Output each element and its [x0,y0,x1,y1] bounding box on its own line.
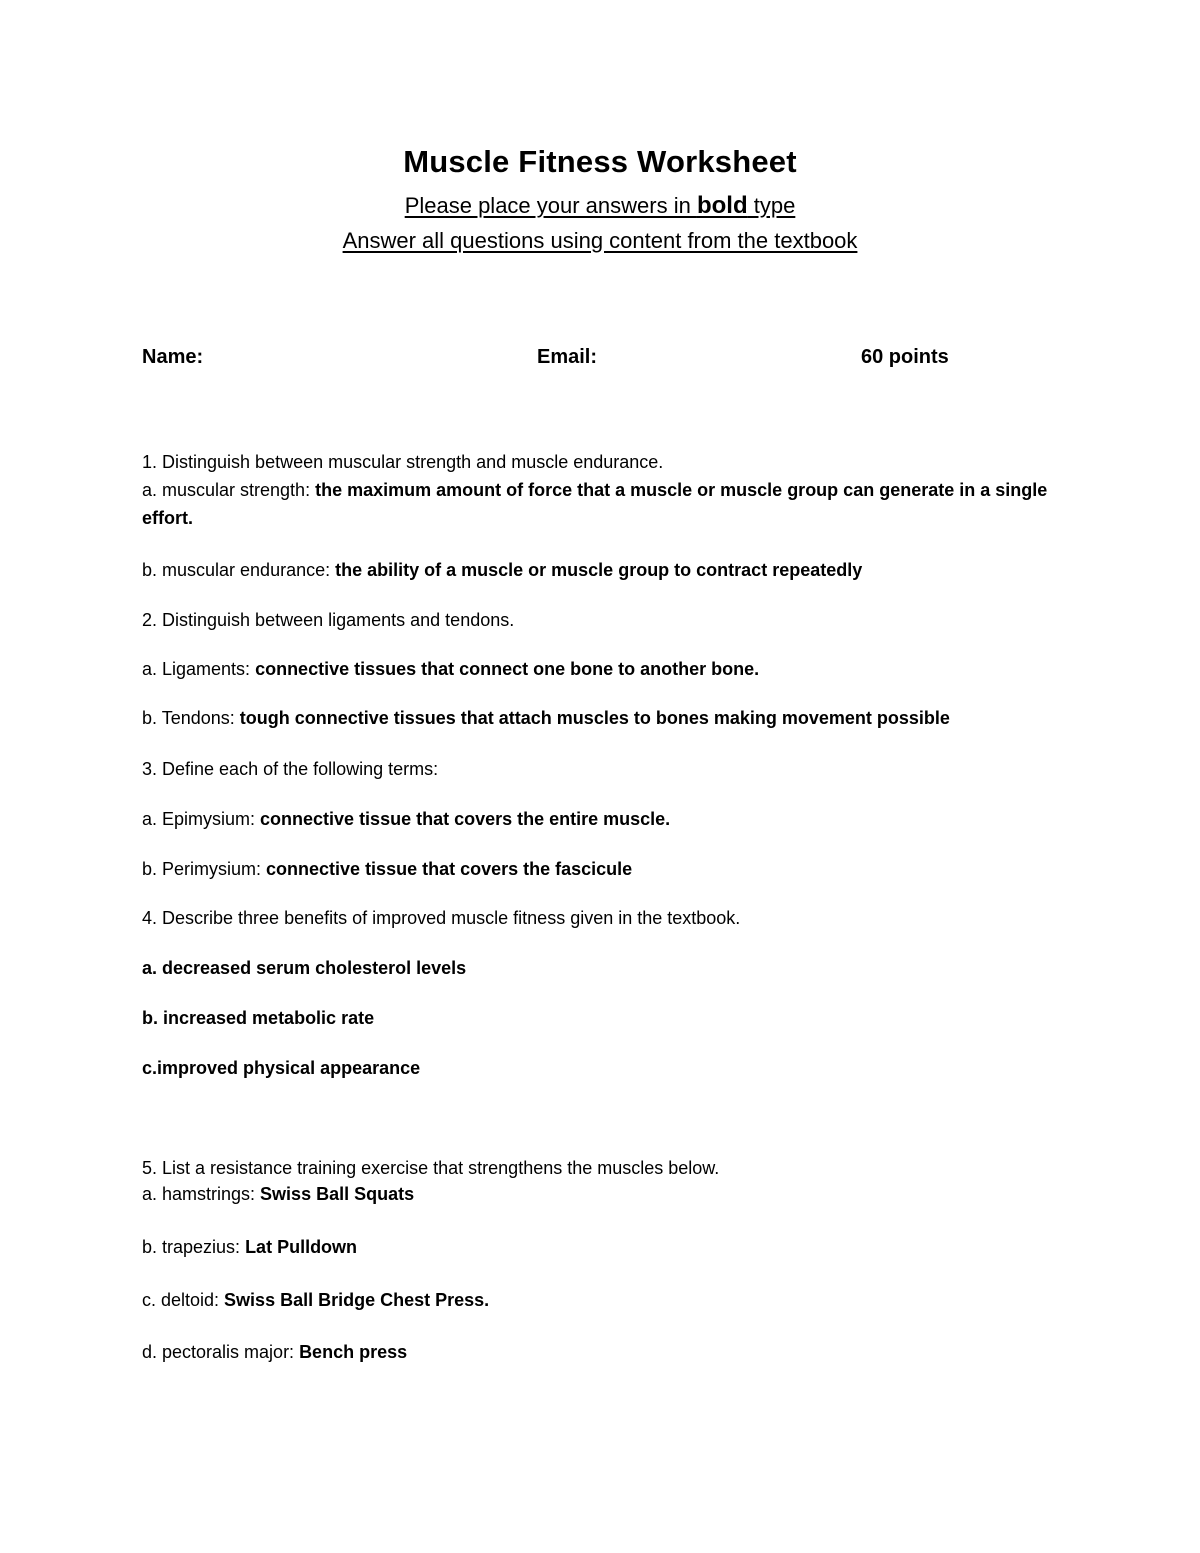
q2-b-answer: tough connective tissues that attach muscles to bones making movement possible [239,708,950,728]
q4-answer-c: c.improved physical appearance [142,1058,421,1078]
q2-b-label: b. Tendons: [142,708,240,728]
q5-d-answer: Bench press [299,1342,408,1362]
q5-answer-b [142,1233,1062,1261]
q1-a-answer: the maximum amount of force that a muscle or muscle group can generate in a single effort. [142,480,1048,528]
q1-b-label: b. muscular endurance: [142,560,336,580]
q3-a-answer: connective tissue that covers the entire muscle. [260,809,671,829]
q1-answer-b [142,556,1062,584]
q2-a-answer: connective tissues that connect one bone to another bone. [255,659,760,679]
q3-answer-a [142,805,1062,833]
q5-b-label: b. trapezius: [142,1237,246,1257]
q1-answer-a [142,476,1062,532]
q5-a-answer: Swiss Ball Squats [260,1184,415,1204]
q3-a-label: a. Epimysium: [142,809,261,829]
instruction-prefix: Please place your answers in [404,193,697,218]
q2-question: 2. Distinguish between ligaments and tendons. [142,610,515,630]
points-label: 60 points [861,346,949,368]
q1-b-answer: the ability of a muscle or muscle group to contract repeatedly [335,560,863,580]
instruction-line-1 [0,192,1200,220]
info-row [142,346,1062,374]
q5-answer-a [142,1180,1062,1208]
page-title: Muscle Fitness Worksheet [403,144,797,179]
name-label: Name: [142,346,204,368]
q3-b-answer: connective tissue that covers the fascicule [266,859,633,879]
q5-b-answer: Lat Pulldown [245,1237,358,1257]
q4-answer-b: b. increased metabolic rate [142,1008,375,1028]
q5-a-label: a. hamstrings: [142,1184,261,1204]
q5-d-label: d. pectoralis major: [142,1342,300,1362]
q5-answer-d [142,1338,1062,1366]
email-label: Email: [537,346,598,368]
q3-question: 3. Define each of the following terms: [142,759,439,779]
q3-answer-b [142,855,1062,883]
instruction-line-2: Answer all questions using content from the textbook [342,228,858,253]
q5-question: 5. List a resistance training exercise that strengthens the muscles below. [142,1158,720,1178]
q4-answer-a: a. decreased serum cholesterol levels [142,958,467,978]
q1-a-label: a. muscular strength: [142,480,316,500]
q3-b-label: b. Perimysium: [142,859,267,879]
q1-question: 1. Distinguish between muscular strength and muscle endurance. [142,452,664,472]
q5-c-answer: Swiss Ball Bridge Chest Press. [224,1290,490,1310]
q2-answer-a [142,655,1062,683]
q5-answer-c [142,1286,1062,1314]
q2-answer-b [142,704,1062,732]
instruction-bold-word: bold [696,192,748,219]
q2-a-label: a. Ligaments: [142,659,256,679]
q4-question: 4. Describe three benefits of improved muscle fitness given in the textbook. [142,908,741,928]
instruction-suffix: type [747,193,796,218]
q5-c-label: c. deltoid: [142,1290,225,1310]
